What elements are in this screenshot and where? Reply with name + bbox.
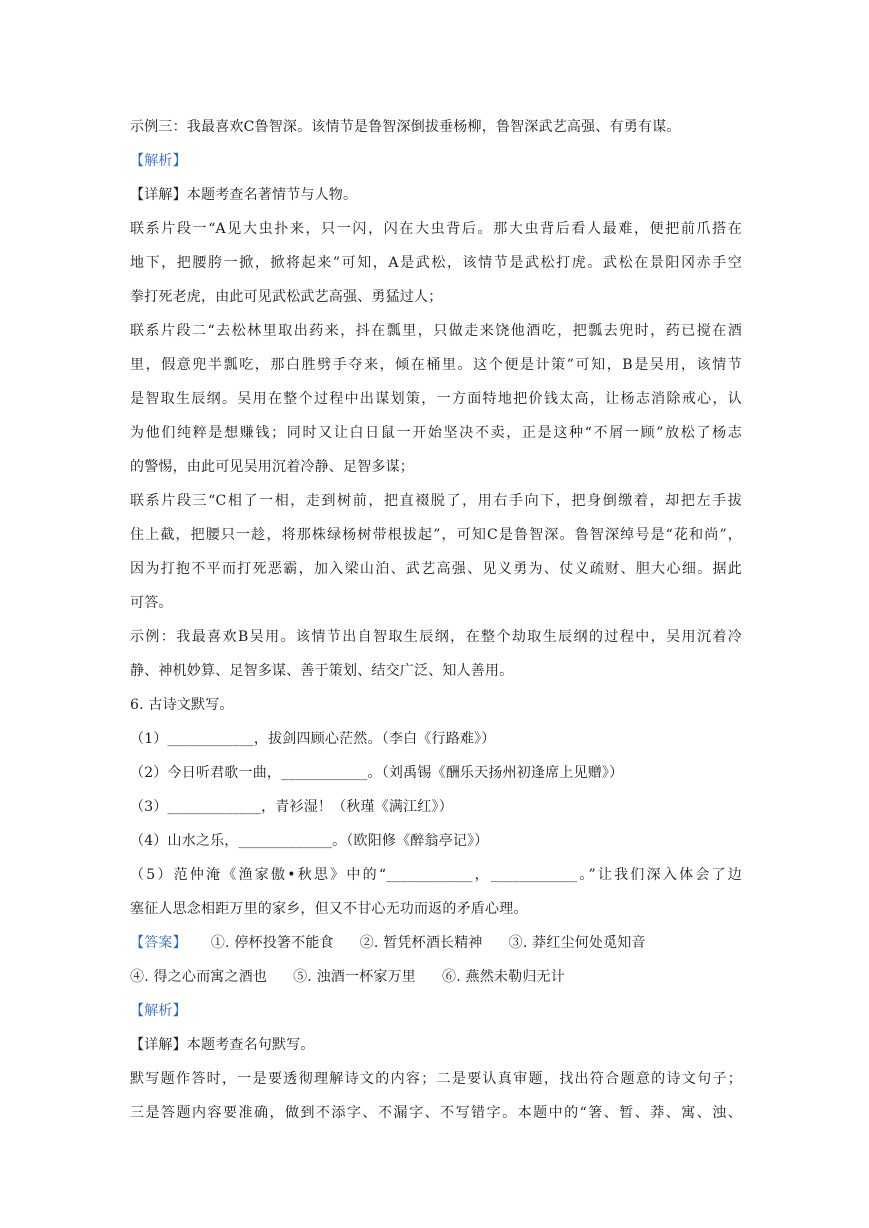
question-item: （3）_____________，青衫湿！（秋瑾《满江红》） bbox=[130, 799, 453, 815]
document-page bbox=[130, 110, 742, 1130]
paragraph-line: 联系片段二“去松林里取出药来，抖在瓢里，只做走来饶他酒吃，把瓢去兜时，药已搅在酒 bbox=[130, 323, 742, 339]
paragraph-line: 里，假意兜半瓢吃，那白胜劈手夺来，倾在桶里。这个便是计策”可知，B是吴用，该情节 bbox=[130, 357, 742, 373]
paragraph-line: 联系片段一“A见大虫扑来，只一闪，闪在大虫背后。那大虫背后看人最难，便把前爪搭在 bbox=[130, 221, 742, 237]
paragraph-line: 三是答题内容要准确，做到不添字、不漏字、不写错字。本题中的“箸、暂、莽、寓、浊、 bbox=[130, 1105, 742, 1121]
paragraph-line: 示例：我最喜欢B吴用。该情节出自智取生辰纲，在整个劫取生辰纲的过程中，吴用沉着冷 bbox=[130, 629, 742, 645]
detail-intro: 【详解】本题考查名著情节与人物。 bbox=[130, 187, 358, 203]
analysis-tag: 【解析】 bbox=[130, 153, 187, 169]
question-item: （2）今日听君歌一曲，____________。（刘禹锡《酬乐天扬州初逢席上见赠》） bbox=[130, 765, 624, 781]
answer-item: ④. 得之心而寓之酒也 bbox=[130, 969, 268, 985]
detail-intro: 【详解】本题考查名句默写。 bbox=[130, 1037, 315, 1053]
example-three: 示例三：我最喜欢C鲁智深。该情节是鲁智深倒拔垂杨柳，鲁智深武艺高强、有勇有谋。 bbox=[130, 119, 681, 135]
paragraph-line: 住上截，把腰只一趁，将那株绿杨树带根拔起”，可知C是鲁智深。鲁智深绰号是“花和尚”， bbox=[130, 527, 742, 543]
paragraph-line: 静、神机妙算、足智多谋、善于策划、结交广泛、知人善用。 bbox=[130, 663, 514, 679]
paragraph-line: 因为打抱不平而打死恶霸，加入梁山泊、武艺高强、见义勇为、仗义疏财、胆大心细。据此 bbox=[130, 561, 742, 577]
question-item: （1）____________，拔剑四顾心茫然。（李白《行路难》） bbox=[130, 731, 496, 747]
paragraph-line: 拳打死老虎，由此可见武松武艺高强、勇猛过人； bbox=[130, 289, 443, 305]
paragraph-line: 可答。 bbox=[130, 595, 173, 611]
question-item: （4）山水之乐，_____________。（欧阳修《醉翁亭记》） bbox=[130, 833, 489, 849]
paragraph-line: 为他们纯粹是想赚钱；同时又让白日鼠一开始坚决不卖，正是这种“不屑一顾”放松了杨志 bbox=[130, 425, 742, 441]
paragraph-line: 是智取生辰纲。吴用在整个过程中出谋划策，一方面特地把价钱太高，让杨志消除戒心，认 bbox=[130, 391, 742, 407]
answers-row-2 bbox=[130, 960, 742, 994]
answers-row-1 bbox=[130, 926, 742, 960]
paragraph-line: 地下，把腰胯一掀，掀将起来”可知，A是武松，该情节是武松打虎。武松在景阳冈赤手空 bbox=[130, 255, 742, 271]
paragraph-line: 默写题作答时，一是要透彻理解诗文的内容；二是要认真审题，找出符合题意的诗文句子； bbox=[130, 1071, 742, 1087]
paragraph-line: 联系片段三“C相了一相，走到树前，把直裰脱了，用右手向下，把身倒缴着，却把左手拔 bbox=[130, 493, 742, 509]
question-item: 塞征人思念相距万里的家乡，但又不甘心无功而返的矛盾心理。 bbox=[130, 901, 528, 917]
answer-item: ①. 停杯投箸不能食 bbox=[210, 935, 334, 951]
question-item: （5）范仲淹《渔家傲•秋思》中的“____________，____________。”让我们深入体会了边 bbox=[130, 867, 742, 883]
answer-item: ⑤. 浊酒一杯家万里 bbox=[293, 969, 417, 985]
answer-item: ⑥. 燕然未勒归无计 bbox=[442, 969, 565, 985]
paragraph-line: 的警惕，由此可见吴用沉着冷静、足智多谋； bbox=[130, 459, 414, 475]
answer-tag: 【答案】 bbox=[130, 935, 187, 951]
question-title: 6. 古诗文默写。 bbox=[130, 697, 234, 713]
answer-item: ③. 莽红尘何处觅知音 bbox=[508, 935, 646, 951]
answer-item: ②. 暂凭杯酒长精神 bbox=[359, 935, 483, 951]
analysis-tag: 【解析】 bbox=[130, 1003, 187, 1019]
